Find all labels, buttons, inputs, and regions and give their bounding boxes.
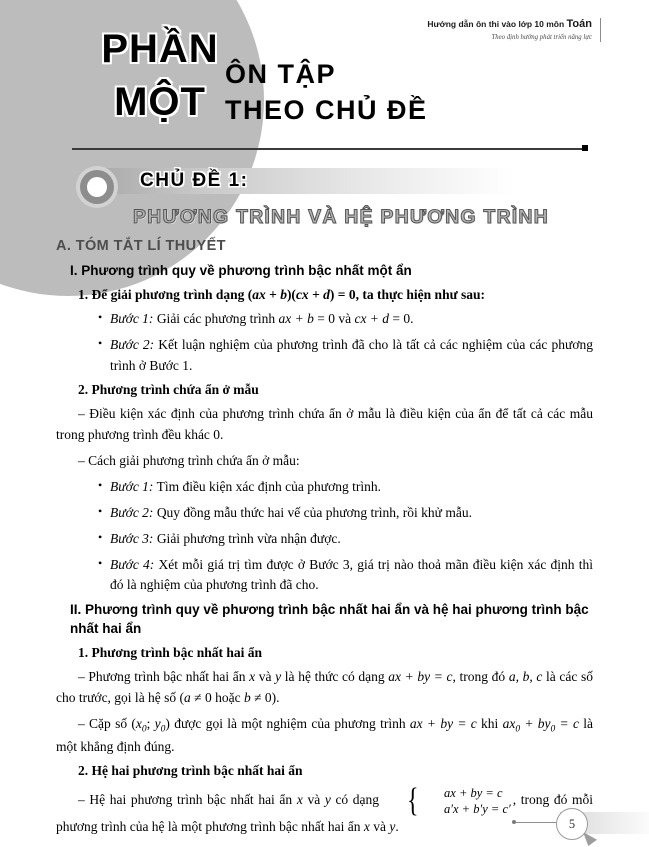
text-fragment: là hệ thức có dạng [281, 668, 389, 684]
section-I-item2-para1: – Điều kiện xác định của phương trình chứa ẩn ở mẫu là điều kiện của ẩn để tất cả các mẫu trong phương trình đều khác 0. [56, 405, 593, 442]
text-fragment: , trong đó [452, 668, 509, 684]
math-subscript: 0 [141, 724, 147, 735]
running-head-prefix: Hướng dẫn ôn thi vào lớp 10 môn [427, 19, 567, 29]
math-var: x [249, 668, 256, 684]
list-item [98, 309, 593, 330]
system-equation-2: a′x + b′y = c′ [444, 801, 511, 816]
list-item [98, 529, 593, 550]
section-II-item1-heading: 1. Phương trình bậc nhất hai ẩn [78, 644, 262, 660]
text-fragment: – Cặp số ( [78, 715, 136, 731]
system-equations-stack [422, 785, 511, 817]
text-fragment: ) được gọi là một nghiệm của phương trình [165, 715, 410, 731]
math-var: d [323, 287, 330, 303]
banner-title-line1: ÔN TẬP [225, 59, 337, 89]
section-a-heading: A. TÓM TẮT LÍ THUYẾT [56, 238, 226, 254]
running-head-main [427, 18, 592, 32]
text-fragment: + [265, 287, 281, 303]
text-fragment: và [255, 668, 276, 684]
text-fragment: có dạng [330, 792, 384, 808]
list-item [98, 477, 593, 498]
text-fragment: là các số cho trước, gọi là hệ số ( [56, 668, 593, 705]
list-item [98, 503, 593, 524]
section-I-heading: I. Phương trình quy về phương trình bậc nhất một ẩn [70, 263, 412, 278]
banner-title-line2: THEO CHỦ ĐỀ [225, 95, 428, 126]
math-var: x [296, 792, 303, 808]
math-var: a [184, 689, 191, 705]
math-var: x [135, 715, 142, 731]
running-head-subject: Toán [566, 18, 592, 30]
section-II-item2-para1 [56, 782, 593, 838]
math-expression: = c [555, 715, 579, 731]
text-fragment: + [308, 287, 324, 303]
text-fragment: Quy đồng mẫu thức hai vế của phương trình, rồi khử mẫu. [153, 504, 472, 520]
text-fragment: )( [286, 287, 296, 303]
running-head-subtitle: Theo định hướng phát triển năng lực [491, 33, 592, 41]
text-fragment: Giải các phương trình [153, 311, 279, 327]
section-I-item2-steps [56, 477, 593, 597]
math-expression: ax + by = c [409, 715, 477, 731]
list-item [98, 335, 593, 377]
text-fragment: = 0 và [313, 311, 355, 327]
math-expression: ax [502, 715, 516, 731]
part-label-line2: MỘT [114, 80, 206, 125]
text-fragment: Kết luận nghiệm của phương trình đã cho là tất cả các nghiệm của các phương trình ở Bước 1. [110, 337, 593, 374]
topic-label: CHỦ ĐỀ 1: [140, 170, 249, 191]
page-number: 5 [556, 808, 588, 840]
text-fragment: – Phương trình bậc nhất hai ẩn [78, 668, 250, 684]
topic-ring-icon [76, 166, 118, 208]
math-expression: cx + d [354, 311, 390, 327]
math-var: ax [252, 287, 266, 303]
text-fragment: Xét mỗi giá trị tìm được ở Bước 3, giá trị nào thoả mãn điều kiện xác định thì đó là nghiệm của phương trình đã cho. [110, 556, 593, 593]
math-var: a, b, c [508, 668, 543, 684]
section-I-item1-heading [56, 287, 593, 303]
math-var: y [389, 818, 396, 834]
running-head [427, 18, 601, 42]
header-divider-rule [72, 148, 585, 150]
list-item [98, 555, 593, 597]
step-name: Bước 1: [110, 311, 154, 327]
text-fragment: khi [476, 715, 503, 731]
math-expression: ax + b [278, 311, 314, 327]
math-var: y [275, 668, 282, 684]
text-fragment: . [395, 818, 399, 834]
banner-title [225, 56, 428, 129]
math-var: y [324, 792, 331, 808]
section-II-item1-para1 [56, 667, 593, 709]
topic-title: PHƯƠNG TRÌNH VÀ HỆ PHƯƠNG TRÌNH [133, 206, 549, 228]
math-var: b [243, 689, 251, 705]
system-equation-1: ax + by = c [444, 785, 503, 800]
text-fragment: ) = 0, ta thực hiện như sau: [329, 287, 486, 303]
math-var: cx [295, 287, 309, 303]
step-name: Bước 2: [110, 337, 155, 353]
page-content [0, 238, 649, 843]
math-var: x [363, 818, 370, 834]
text-fragment: Giải phương trình vừa nhận được. [153, 530, 341, 546]
text-fragment: Tìm điều kiện xác định của phương trình. [153, 478, 381, 494]
left-brace: { [406, 782, 419, 820]
step-name: Bước 1: [110, 478, 154, 494]
math-expression: + by [520, 715, 551, 731]
text-fragment: và [302, 792, 325, 808]
math-var: b [280, 287, 287, 303]
math-subscript: 0 [550, 724, 556, 735]
text-fragment: ≠ 0 hoặc [190, 689, 244, 705]
step-name: Bước 2: [110, 504, 154, 520]
math-expression: ax + by = c [388, 668, 453, 684]
math-subscript: 0 [160, 724, 166, 735]
section-I-item2-heading: 2. Phương trình chứa ẩn ở mẫu [78, 381, 259, 397]
header-divider-end-dot [582, 145, 588, 151]
step-name: Bước 4: [110, 556, 155, 572]
section-I-item1-steps [56, 309, 593, 377]
part-label-line1: PHẦN [101, 27, 219, 71]
section-II-item2-heading: 2. Hệ hai phương trình bậc nhất hai ẩn [78, 762, 303, 778]
footer-rule-dot [512, 820, 516, 824]
text-fragment: và [369, 818, 390, 834]
math-var: y [154, 715, 161, 731]
text-fragment: = 0. [389, 311, 414, 327]
text-fragment: 1. Để giải phương trình dạng ( [78, 287, 253, 303]
system-of-equations [386, 782, 511, 820]
text-fragment: là một khẳng định đúng. [56, 715, 593, 755]
text-fragment: – Hệ hai phương trình bậc nhất hai ẩn [78, 792, 297, 808]
section-II-heading: II. Phương trình quy về phương trình bậc nhất hai ẩn và hệ hai phương trình bậc nhất hai ẩn [70, 602, 589, 636]
section-II-item1-para2 [56, 714, 593, 758]
text-fragment: ≠ 0). [250, 689, 280, 705]
step-name: Bước 3: [110, 530, 154, 546]
text-fragment: , trong đó mỗi phương trình của hệ là một phương trình bậc nhất hai ẩn [56, 792, 593, 834]
section-I-item2-para2: – Cách giải phương trình chứa ẩn ở mẫu: [78, 452, 300, 468]
math-subscript: 0 [515, 724, 521, 735]
text-fragment: ; [146, 715, 155, 731]
